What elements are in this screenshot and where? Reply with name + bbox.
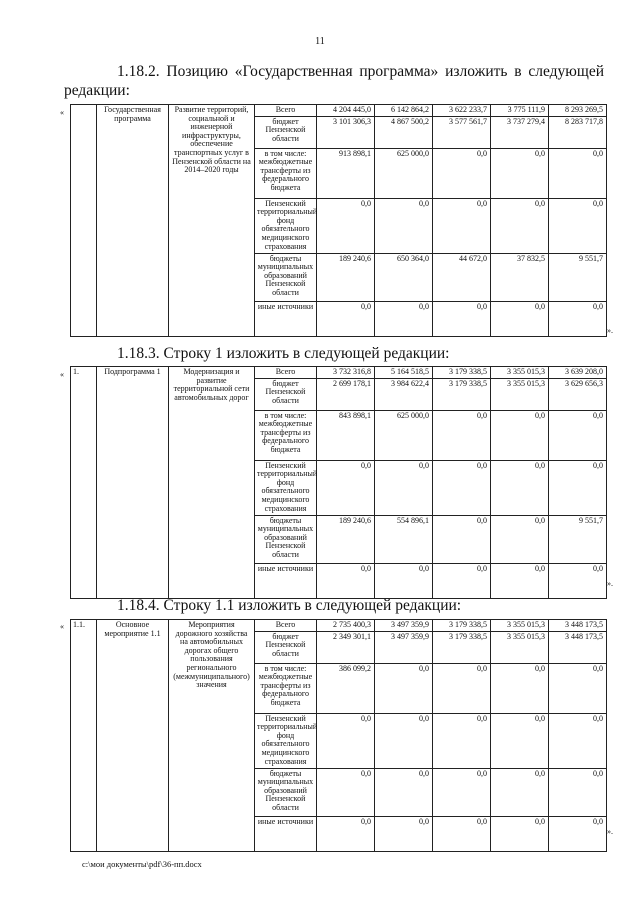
- amount-cell: 3 497 359,9: [375, 631, 433, 663]
- amount-cell: 8 293 269,5: [549, 105, 607, 117]
- table-row: [71, 367, 607, 379]
- amount-cell: 3 355 015,3: [491, 367, 549, 379]
- amount-cell: 913 898,1: [317, 148, 375, 198]
- amount-cell: 0,0: [549, 816, 607, 851]
- row-number-cell: [71, 105, 97, 337]
- amount-cell: 3 984 622,4: [375, 378, 433, 410]
- amount-cell: 0,0: [433, 460, 491, 515]
- funding-source-cell: Пензенский территориальный фонд обязательного медицинского страхования: [255, 460, 317, 515]
- amount-cell: 3 355 015,3: [491, 631, 549, 663]
- amount-cell: 9 551,7: [549, 515, 607, 563]
- section-heading-1: 1.18.2. Позицию «Государственная программа» изложить в следующей редакции:: [64, 63, 604, 99]
- amount-cell: 3 448 173,5: [549, 631, 607, 663]
- amount-cell: 0,0: [317, 198, 375, 253]
- amount-cell: 9 551,7: [549, 253, 607, 301]
- funding-source-cell: бюджеты муниципальных образований Пензенской области: [255, 768, 317, 816]
- amount-cell: 3 101 306,3: [317, 116, 375, 148]
- funding-source-cell: бюджет Пензенской области: [255, 116, 317, 148]
- amount-cell: 0,0: [433, 663, 491, 713]
- amount-cell: 0,0: [491, 663, 549, 713]
- amount-cell: 3 179 338,5: [433, 378, 491, 410]
- funding-source-cell: в том числе: межбюджетные трансферты из федерального бюджета: [255, 663, 317, 713]
- program-goal-cell: Мероприятия дорожного хозяйства на автомобильных дорогах общего пользования регионального (межмуниципального) значения: [169, 620, 255, 852]
- closing-quote-3: ».: [607, 827, 613, 836]
- amount-cell: 0,0: [317, 563, 375, 598]
- amount-cell: 0,0: [375, 713, 433, 768]
- budget-table-1: [70, 104, 607, 337]
- amount-cell: 0,0: [549, 713, 607, 768]
- amount-cell: 4 204 445,0: [317, 105, 375, 117]
- amount-cell: 0,0: [433, 198, 491, 253]
- amount-cell: 0,0: [549, 663, 607, 713]
- row-number-cell: 1.: [71, 367, 97, 599]
- section-heading-2: 1.18.3. Строку 1 изложить в следующей редакции:: [117, 345, 450, 362]
- funding-source-cell: в том числе: межбюджетные трансферты из федерального бюджета: [255, 410, 317, 460]
- row-number-cell: 1.1.: [71, 620, 97, 852]
- program-goal-cell: Модернизация и развитие территориальной сети автомобильных дорог: [169, 367, 255, 599]
- opening-quote-2: «: [60, 370, 64, 379]
- amount-cell: 0,0: [317, 713, 375, 768]
- funding-source-cell: бюджеты муниципальных образований Пензенской области: [255, 515, 317, 563]
- table-row: [71, 620, 607, 632]
- amount-cell: 0,0: [549, 563, 607, 598]
- amount-cell: 0,0: [491, 148, 549, 198]
- amount-cell: 386 099,2: [317, 663, 375, 713]
- amount-cell: 37 832,5: [491, 253, 549, 301]
- amount-cell: 3 775 111,9: [491, 105, 549, 117]
- page-number: 11: [315, 36, 325, 47]
- amount-cell: 0,0: [317, 460, 375, 515]
- amount-cell: 4 867 500,2: [375, 116, 433, 148]
- amount-cell: 0,0: [549, 301, 607, 336]
- amount-cell: 8 283 717,8: [549, 116, 607, 148]
- funding-source-cell: в том числе: межбюджетные трансферты из федерального бюджета: [255, 148, 317, 198]
- amount-cell: 3 577 561,7: [433, 116, 491, 148]
- amount-cell: 0,0: [433, 563, 491, 598]
- closing-quote-2: ».: [607, 579, 613, 588]
- amount-cell: 3 639 208,0: [549, 367, 607, 379]
- amount-cell: 0,0: [491, 460, 549, 515]
- amount-cell: 0,0: [317, 768, 375, 816]
- amount-cell: 0,0: [491, 198, 549, 253]
- amount-cell: 3 179 338,5: [433, 620, 491, 632]
- amount-cell: 5 164 518,5: [375, 367, 433, 379]
- funding-source-cell: иные источники: [255, 301, 317, 336]
- funding-source-cell: иные источники: [255, 816, 317, 851]
- amount-cell: 0,0: [433, 515, 491, 563]
- amount-cell: 3 448 173,5: [549, 620, 607, 632]
- amount-cell: 0,0: [375, 198, 433, 253]
- amount-cell: 843 898,1: [317, 410, 375, 460]
- program-name-cell: Государственная программа: [97, 105, 169, 337]
- amount-cell: 3 737 279,4: [491, 116, 549, 148]
- amount-cell: 0,0: [491, 410, 549, 460]
- amount-cell: 3 355 015,3: [491, 378, 549, 410]
- funding-source-cell: иные источники: [255, 563, 317, 598]
- amount-cell: 2 349 301,1: [317, 631, 375, 663]
- amount-cell: 625 000,0: [375, 410, 433, 460]
- amount-cell: 3 355 015,3: [491, 620, 549, 632]
- program-name-cell: Подпрограмма 1: [97, 367, 169, 599]
- amount-cell: 0,0: [375, 816, 433, 851]
- amount-cell: 189 240,6: [317, 515, 375, 563]
- amount-cell: 0,0: [433, 148, 491, 198]
- amount-cell: 0,0: [433, 410, 491, 460]
- amount-cell: 0,0: [375, 563, 433, 598]
- funding-source-cell: Всего: [255, 105, 317, 117]
- amount-cell: 3 179 338,5: [433, 367, 491, 379]
- amount-cell: 3 179 338,5: [433, 631, 491, 663]
- amount-cell: 0,0: [491, 515, 549, 563]
- amount-cell: 0,0: [549, 768, 607, 816]
- amount-cell: 0,0: [549, 148, 607, 198]
- funding-source-cell: бюджеты муниципальных образований Пензенской области: [255, 253, 317, 301]
- amount-cell: 3 497 359,9: [375, 620, 433, 632]
- program-goal-cell: Развитие территорий, социальной и инженерной инфраструктуры, обеспечение транспортных услуг в Пензенской области на 2014–2020 годы: [169, 105, 255, 337]
- amount-cell: 2 699 178,1: [317, 378, 375, 410]
- funding-source-cell: Всего: [255, 367, 317, 379]
- amount-cell: 650 364,0: [375, 253, 433, 301]
- amount-cell: 6 142 864,2: [375, 105, 433, 117]
- amount-cell: 0,0: [375, 663, 433, 713]
- funding-source-cell: Пензенский территориальный фонд обязательного медицинского страхования: [255, 713, 317, 768]
- amount-cell: 0,0: [491, 816, 549, 851]
- budget-table-2: [70, 366, 607, 599]
- funding-source-cell: бюджет Пензенской области: [255, 631, 317, 663]
- amount-cell: 0,0: [375, 460, 433, 515]
- amount-cell: 3 732 316,8: [317, 367, 375, 379]
- amount-cell: 44 672,0: [433, 253, 491, 301]
- funding-source-cell: Пензенский территориальный фонд обязательного медицинского страхования: [255, 198, 317, 253]
- opening-quote-1: «: [60, 108, 64, 117]
- amount-cell: 0,0: [375, 301, 433, 336]
- amount-cell: 0,0: [317, 301, 375, 336]
- funding-source-cell: бюджет Пензенской области: [255, 378, 317, 410]
- funding-source-cell: Всего: [255, 620, 317, 632]
- amount-cell: 554 896,1: [375, 515, 433, 563]
- closing-quote-1: ».: [607, 326, 613, 335]
- section-heading-3: 1.18.4. Строку 1.1 изложить в следующей редакции:: [117, 597, 462, 614]
- amount-cell: 2 735 400,3: [317, 620, 375, 632]
- amount-cell: 0,0: [491, 713, 549, 768]
- amount-cell: 0,0: [491, 563, 549, 598]
- amount-cell: 3 629 656,3: [549, 378, 607, 410]
- table-row: [71, 105, 607, 117]
- footer-file-path: c:\мои документы\pdf\36-пп.docx: [82, 859, 202, 869]
- amount-cell: 3 622 233,7: [433, 105, 491, 117]
- amount-cell: 0,0: [549, 410, 607, 460]
- amount-cell: 0,0: [433, 768, 491, 816]
- opening-quote-3: «: [60, 622, 64, 631]
- amount-cell: 625 000,0: [375, 148, 433, 198]
- amount-cell: 0,0: [549, 460, 607, 515]
- amount-cell: 0,0: [433, 301, 491, 336]
- amount-cell: 0,0: [375, 768, 433, 816]
- program-name-cell: Основное мероприятие 1.1: [97, 620, 169, 852]
- amount-cell: 0,0: [433, 816, 491, 851]
- budget-table-3: [70, 619, 607, 852]
- amount-cell: 0,0: [549, 198, 607, 253]
- amount-cell: 0,0: [317, 816, 375, 851]
- amount-cell: 0,0: [491, 768, 549, 816]
- amount-cell: 0,0: [433, 713, 491, 768]
- amount-cell: 0,0: [491, 301, 549, 336]
- amount-cell: 189 240,6: [317, 253, 375, 301]
